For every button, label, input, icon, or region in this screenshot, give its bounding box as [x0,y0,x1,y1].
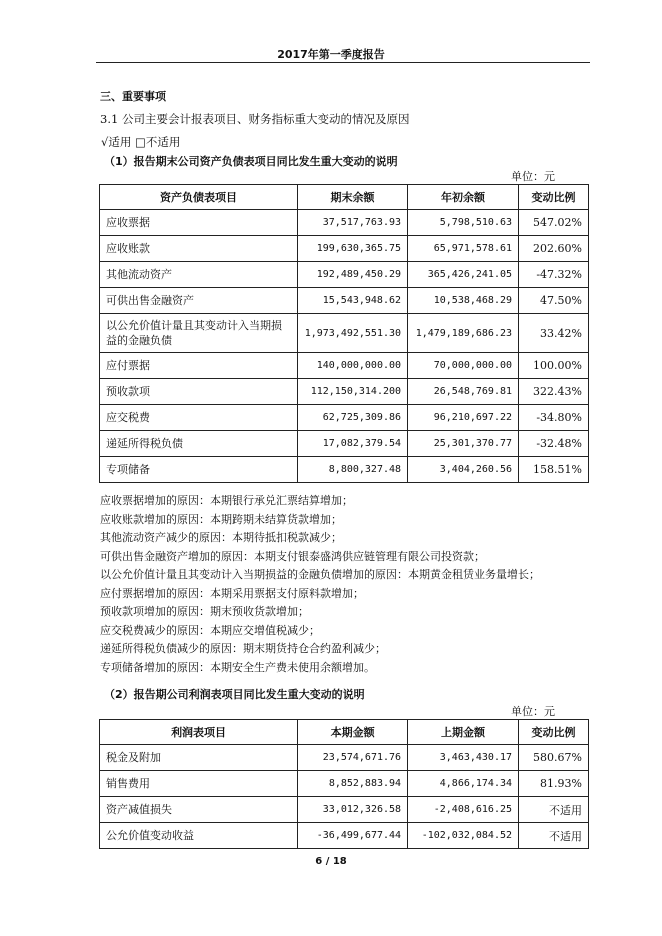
item-name-cell: 税金及附加 [100,745,298,771]
change-ratio-cell: 322.43% [519,379,589,405]
change-ratio-cell: -32.48% [519,431,589,457]
reason-line: 以公允价值计量且其变动计入当期损益的金融负债增加的原因：本期黄金租赁业务量增长； [100,568,540,581]
item-name-cell: 专项储备 [100,457,298,483]
prior-amount-cell: -2,408,616.25 [408,797,519,823]
balance-unit-label: 单位：元 [511,170,555,183]
current-amount-cell: 23,574,671.76 [298,745,408,771]
item-name-cell: 资产减值损失 [100,797,298,823]
current-amount-cell: 199,630,365.75 [298,236,408,262]
income-unit-label: 单位：元 [511,705,555,718]
column-header: 年初余额 [408,185,519,210]
header-divider [96,62,590,63]
current-amount-cell: 192,489,450.29 [298,262,408,288]
table-row [100,823,589,849]
table-row [100,314,589,353]
item-name-cell: 应收账款 [100,236,298,262]
current-amount-cell: 1,973,492,551.30 [298,314,408,353]
prior-amount-cell: 25,301,370.77 [408,431,519,457]
reason-line: 递延所得税负债减少的原因：期末期货持仓合约盈利减少； [100,642,386,655]
column-header: 变动比例 [519,720,589,745]
prior-amount-cell: 65,971,578.61 [408,236,519,262]
item-name-cell: 递延所得税负债 [100,431,298,457]
reason-line: 应交税费减少的原因：本期应交增值税减少； [100,623,320,637]
reason-line: 预收款项增加的原因：期末预收货款增加； [100,605,309,618]
current-amount-cell: 15,543,948.62 [298,288,408,314]
table-row [100,431,589,457]
column-header: 利润表项目 [100,720,298,745]
reason-line: 其他流动资产减少的原因：本期待抵扣税款减少； [100,531,342,544]
table-header-row [100,185,589,210]
column-header: 上期金额 [408,720,519,745]
change-ratio-cell: 580.67% [519,745,589,771]
subsection-title: 3.1 公司主要会计报表项目、财务指标重大变动的情况及原因 [100,112,410,126]
change-ratio-cell: 不适用 [519,797,589,823]
change-ratio-cell: 202.60% [519,236,589,262]
table-row [100,797,589,823]
table-row [100,288,589,314]
change-ratio-cell: -47.32% [519,262,589,288]
current-amount-cell: 112,150,314.200 [298,379,408,405]
current-amount-cell: 62,725,309.86 [298,405,408,431]
current-amount-cell: 17,082,379.54 [298,431,408,457]
table-row [100,379,589,405]
table-row [100,745,589,771]
reason-line: 可供出售金融资产增加的原因：本期支付银泰盛鸿供应链管理有限公司投资款； [100,549,485,563]
reason-line: 应收票据增加的原因：本期银行承兑汇票结算增加； [100,494,353,507]
change-ratio-cell: 33.42% [519,314,589,353]
table-row [100,236,589,262]
table-row [100,771,589,797]
column-header: 期末余额 [298,185,408,210]
change-ratio-cell: 不适用 [519,823,589,849]
item-name-cell: 应交税费 [100,405,298,431]
current-amount-cell: 37,517,763.93 [298,210,408,236]
column-header: 变动比例 [519,185,589,210]
prior-amount-cell: 5,798,510.63 [408,210,519,236]
current-amount-cell: 140,000,000.00 [298,353,408,379]
change-ratio-cell: -34.80% [519,405,589,431]
change-ratio-cell: 47.50% [519,288,589,314]
prior-amount-cell: 96,210,697.22 [408,405,519,431]
column-header: 资产负债表项目 [100,185,298,210]
prior-amount-cell: 4,866,174.34 [408,771,519,797]
prior-amount-cell: 26,548,769.81 [408,379,519,405]
current-amount-cell: -36,499,677.44 [298,823,408,849]
reason-line: 应付票据增加的原因：本期采用票据支付原料款增加； [100,586,364,600]
applicability-checkbox-text: √适用 □不适用 [101,135,181,149]
change-ratio-cell: 100.00% [519,353,589,379]
income-section-title: （2）报告期公司利润表项目同比发生重大变动的说明 [104,688,365,701]
income-statement-table [99,719,589,849]
change-ratio-cell: 158.51% [519,457,589,483]
item-name-cell: 以公允价值计量且其变动计入当期损益的金融负债 [100,314,298,353]
prior-amount-cell: 365,426,241.05 [408,262,519,288]
page-number: 6 / 18 [315,856,347,867]
prior-amount-cell: 1,479,189,686.23 [408,314,519,353]
table-row [100,457,589,483]
balance-section-title: （1）报告期末公司资产负债表项目同比发生重大变动的说明 [104,155,398,168]
section-title: 三、重要事项 [100,90,166,103]
table-row [100,262,589,288]
report-header-title: 2017年第一季度报告 [277,48,385,61]
current-amount-cell: 8,800,327.48 [298,457,408,483]
item-name-cell: 预收款项 [100,379,298,405]
reason-line: 专项储备增加的原因：本期安全生产费未使用余额增加。 [100,660,375,674]
prior-amount-cell: 10,538,468.29 [408,288,519,314]
prior-amount-cell: 3,463,430.17 [408,745,519,771]
prior-amount-cell: 70,000,000.00 [408,353,519,379]
item-name-cell: 销售费用 [100,771,298,797]
current-amount-cell: 8,852,883.94 [298,771,408,797]
column-header: 本期金额 [298,720,408,745]
item-name-cell: 其他流动资产 [100,262,298,288]
item-name-cell: 可供出售金融资产 [100,288,298,314]
item-name-cell: 公允价值变动收益 [100,823,298,849]
table-header-row [100,720,589,745]
change-ratio-cell: 81.93% [519,771,589,797]
change-ratio-cell: 547.02% [519,210,589,236]
table-row [100,353,589,379]
prior-amount-cell: 3,404,260.56 [408,457,519,483]
table-row [100,210,589,236]
item-name-cell: 应付票据 [100,353,298,379]
balance-sheet-table [99,184,589,483]
table-row [100,405,589,431]
current-amount-cell: 33,012,326.58 [298,797,408,823]
reason-line: 应收账款增加的原因：本期跨期未结算货款增加； [100,512,342,526]
prior-amount-cell: -102,032,084.52 [408,823,519,849]
item-name-cell: 应收票据 [100,210,298,236]
